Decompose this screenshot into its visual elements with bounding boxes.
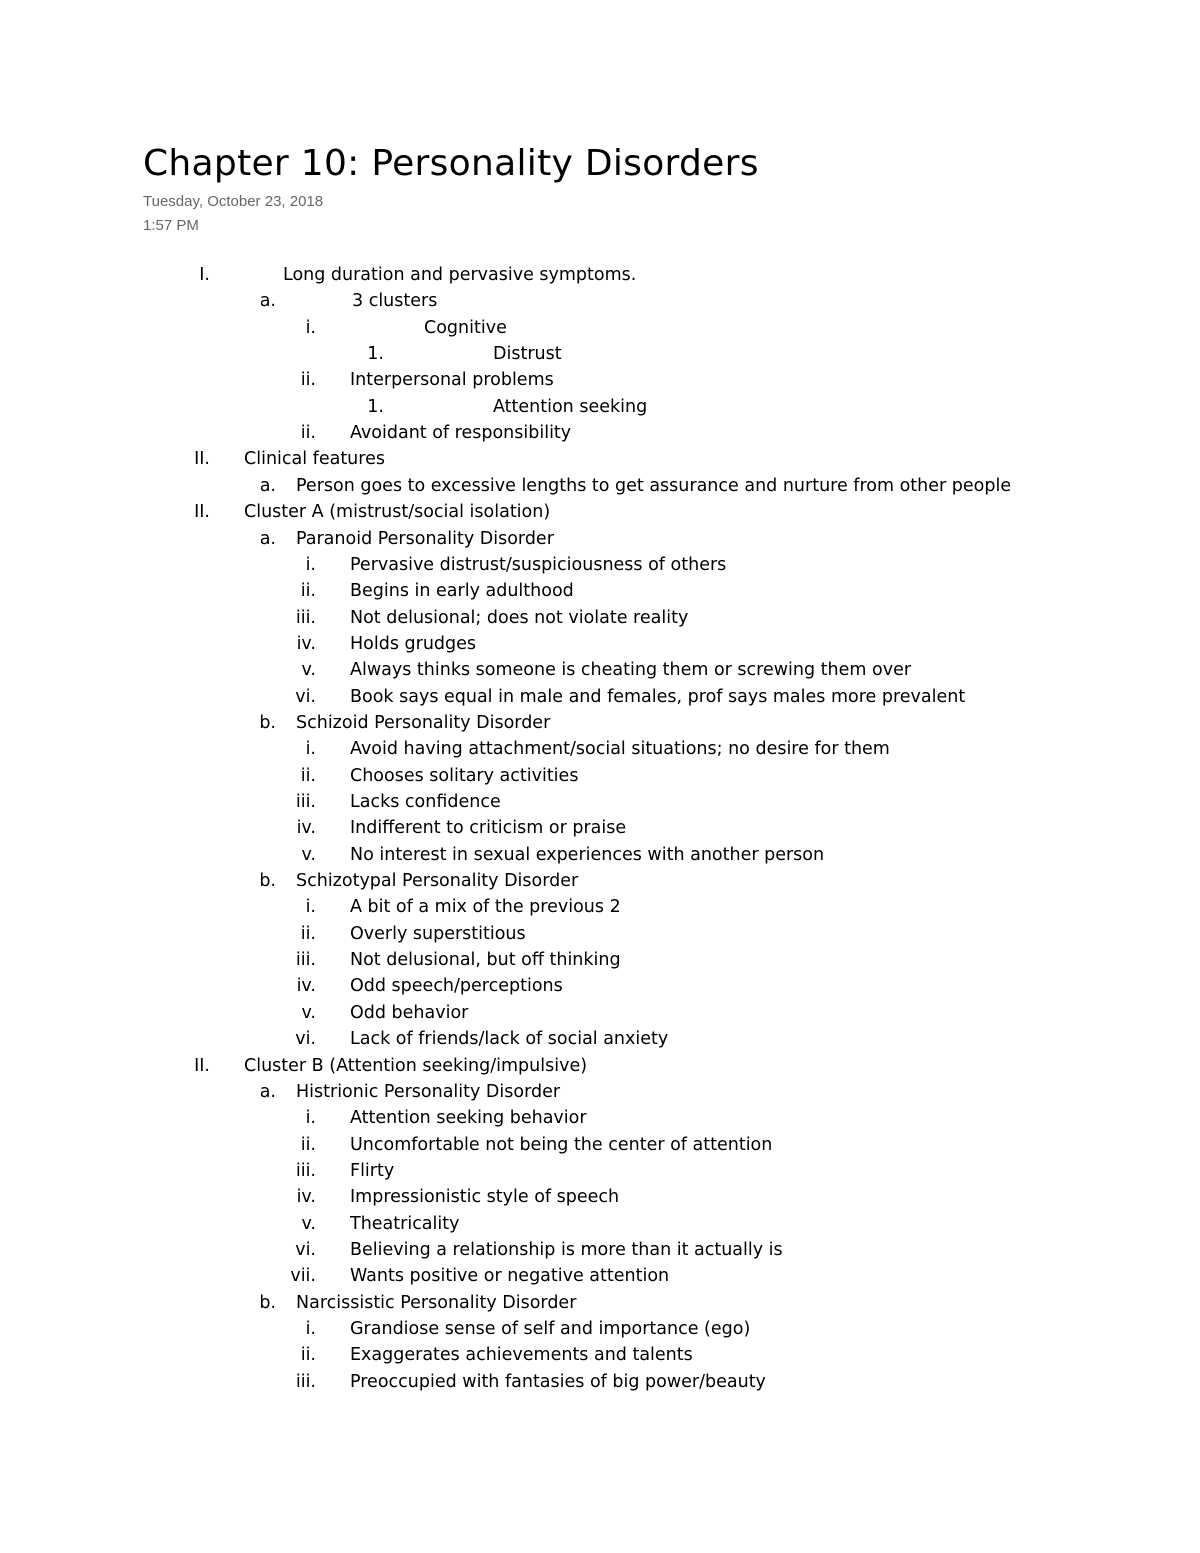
outline-text: Begins in early adulthood <box>350 581 574 602</box>
outline-text: Book says equal in male and females, prof says males more prevalent <box>350 686 966 707</box>
outline-item <box>0 605 1200 631</box>
outline-item <box>0 1105 1200 1131</box>
outline-marker: iii. <box>295 607 316 628</box>
outline-item <box>0 710 1200 736</box>
outline-item <box>0 763 1200 789</box>
outline-marker: b. <box>259 1292 276 1313</box>
outline-text: Holds grudges <box>350 633 477 654</box>
outline-item <box>0 657 1200 683</box>
outline-text: Histrionic Personality Disorder <box>296 1081 561 1102</box>
outline-marker: ii. <box>300 581 316 602</box>
outline-marker: v. <box>301 1213 316 1234</box>
outline-item <box>0 1211 1200 1237</box>
outline-item <box>0 1184 1200 1210</box>
outline-item <box>0 789 1200 815</box>
outline-item <box>0 631 1200 657</box>
outline-text: Believing a relationship is more than it actually is <box>350 1239 783 1260</box>
outline-marker: v. <box>301 660 316 681</box>
outline-marker: vi. <box>295 1029 316 1050</box>
outline-marker: iii. <box>295 792 316 812</box>
outline-marker: ii. <box>300 423 316 444</box>
note-date: Tuesday, October 23, 2018 <box>143 193 324 210</box>
outline-text: Cluster A (mistrust/social isolation) <box>244 502 551 523</box>
outline-text: Lack of friends/lack of social anxiety <box>350 1029 669 1050</box>
outline-text: Always thinks someone is cheating them or screwing them over <box>350 660 912 681</box>
outline-item <box>0 815 1200 841</box>
outline-marker: vi. <box>295 686 316 707</box>
outline-marker: 1. <box>367 396 384 417</box>
outline-item <box>0 578 1200 604</box>
outline-text: Odd behavior <box>350 1002 469 1023</box>
outline-marker: iii. <box>295 1160 316 1181</box>
outline-item <box>0 1342 1200 1368</box>
outline-text: Preoccupied with fantasies of big power/beauty <box>350 1371 766 1392</box>
outline-item <box>0 394 1200 420</box>
outline-marker: i. <box>305 897 316 918</box>
outline-marker: a. <box>259 528 276 549</box>
note-time: 1:57 PM <box>143 217 199 234</box>
outline-text: No interest in sexual experiences with another person <box>350 844 825 865</box>
outline-item <box>0 446 1200 472</box>
outline-marker: ii. <box>300 923 316 944</box>
outline-marker: ii. <box>300 765 316 786</box>
outline-item <box>0 1263 1200 1289</box>
outline-text: Cognitive <box>424 317 507 338</box>
outline-item <box>0 288 1200 314</box>
outline-marker: a. <box>259 1081 276 1102</box>
outline-item <box>0 1316 1200 1342</box>
outline-text: Theatricality <box>350 1213 460 1234</box>
outline-item <box>0 367 1200 393</box>
outline-item <box>0 315 1200 341</box>
outline-marker: i. <box>305 554 316 575</box>
outline-item <box>0 894 1200 920</box>
outline-marker: b. <box>259 871 276 892</box>
outline-text: Lacks confidence <box>350 792 501 812</box>
outline-marker: iv. <box>296 633 316 654</box>
outline-item <box>0 1132 1200 1158</box>
outline-marker: ii. <box>300 1134 316 1155</box>
outline-text: Exaggerates achievements and talents <box>350 1345 693 1366</box>
outline-item <box>0 1053 1200 1079</box>
outline-text: Avoidant of responsibility <box>350 423 572 444</box>
outline-text: 3 clusters <box>352 291 438 312</box>
outline-item <box>0 1237 1200 1263</box>
outline-marker: a. <box>259 475 276 496</box>
outline-item <box>0 973 1200 999</box>
outline-marker: vi. <box>295 1239 316 1260</box>
outline-text: Interpersonal problems <box>350 370 554 391</box>
outline-marker: II. <box>194 449 210 470</box>
outline-text: Not delusional; does not violate reality <box>350 607 689 628</box>
outline-text: Impressionistic style of speech <box>350 1187 620 1208</box>
outline-text: Person goes to excessive lengths to get assurance and nurture from other people <box>296 475 1012 496</box>
outline-marker: b. <box>259 712 276 733</box>
outline-text: Odd speech/perceptions <box>350 976 563 997</box>
outline-marker: v. <box>301 1002 316 1023</box>
outline-marker: vii. <box>290 1266 316 1287</box>
outline-item <box>0 1290 1200 1316</box>
outline-marker: iv. <box>296 1187 316 1208</box>
outline-text: Grandiose sense of self and importance (ego) <box>350 1319 751 1339</box>
outline-text: Narcissistic Personality Disorder <box>296 1292 577 1313</box>
outline-text: Chooses solitary activities <box>350 765 579 786</box>
outline-item <box>0 1000 1200 1026</box>
outline-text: Wants positive or negative attention <box>350 1266 670 1287</box>
outline-text: Overly superstitious <box>350 923 526 944</box>
outline-marker: II. <box>194 502 210 523</box>
outline-marker: ii. <box>300 370 316 391</box>
outline-text: Attention seeking <box>493 396 648 417</box>
outline-text: Schizoid Personality Disorder <box>296 712 551 733</box>
outline-text: Schizotypal Personality Disorder <box>296 871 579 892</box>
outline-item <box>0 473 1200 499</box>
outline-item <box>0 526 1200 552</box>
outline-marker: iii. <box>295 950 316 971</box>
outline-item <box>0 947 1200 973</box>
outline-marker: a. <box>259 291 276 312</box>
outline-item <box>0 1369 1200 1395</box>
outline-text: Indifferent to criticism or praise <box>350 818 627 839</box>
outline-text: Clinical features <box>244 449 385 470</box>
outline-text: Attention seeking behavior <box>350 1108 587 1129</box>
outline-marker: i. <box>305 739 316 760</box>
outline-item <box>0 736 1200 762</box>
outline-item <box>0 921 1200 947</box>
outline-item <box>0 341 1200 367</box>
page-title: Chapter 10: Personality Disorders <box>143 143 759 184</box>
outline-text: Avoid having attachment/social situations; no desire for them <box>350 739 890 760</box>
outline-text: Flirty <box>350 1160 395 1181</box>
outline-item <box>0 842 1200 868</box>
outline-text: Cluster B (Attention seeking/impulsive) <box>244 1055 588 1076</box>
outline-marker: iii. <box>295 1371 316 1392</box>
outline-text: Pervasive distrust/suspiciousness of others <box>350 554 727 575</box>
outline-item <box>0 499 1200 525</box>
outline-marker: i. <box>305 1319 316 1339</box>
outline-item <box>0 684 1200 710</box>
outline-marker: 1. <box>367 344 384 365</box>
outline-item <box>0 262 1200 288</box>
outline-item <box>0 552 1200 578</box>
outline-marker: iv. <box>296 818 316 839</box>
outline-marker: i. <box>305 1108 316 1129</box>
outline-item <box>0 1026 1200 1052</box>
outline-item <box>0 420 1200 446</box>
outline-text: A bit of a mix of the previous 2 <box>350 897 621 918</box>
outline-text: Not delusional, but off thinking <box>350 950 621 971</box>
outline-marker: ii. <box>300 1345 316 1366</box>
outline-item <box>0 1158 1200 1184</box>
outline-marker: II. <box>194 1055 210 1076</box>
outline-item <box>0 1079 1200 1105</box>
outline-text: Distrust <box>493 344 562 365</box>
outline-text: Long duration and pervasive symptoms. <box>283 265 637 285</box>
outline-marker: i. <box>305 317 316 338</box>
outline-text: Paranoid Personality Disorder <box>296 528 554 549</box>
outline-marker: v. <box>301 844 316 865</box>
outline-marker: iv. <box>296 976 316 997</box>
outline-text: Uncomfortable not being the center of attention <box>350 1134 773 1155</box>
outline-marker: I. <box>199 265 210 285</box>
outline-item <box>0 868 1200 894</box>
